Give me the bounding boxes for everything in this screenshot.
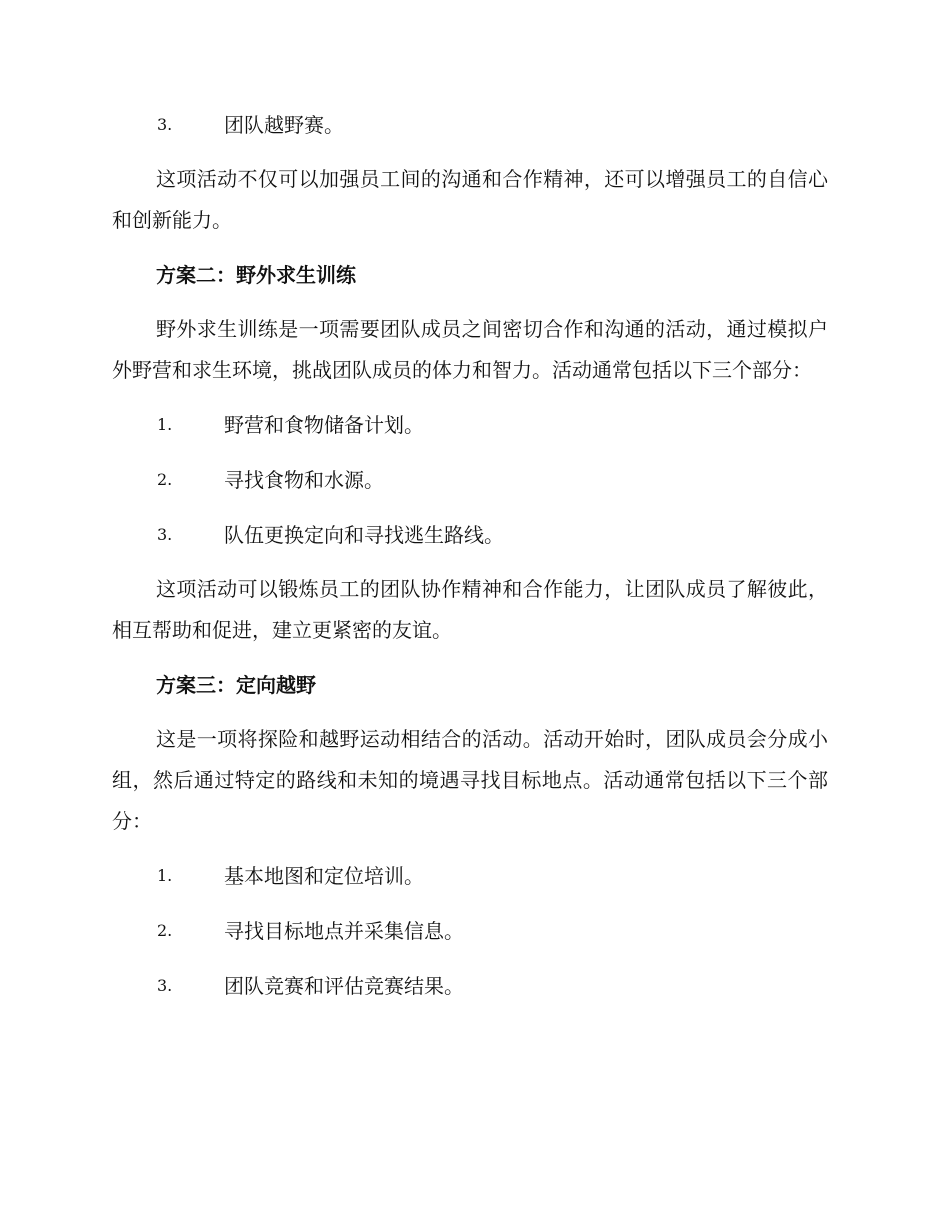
section-heading: 方案二：野外求生训练: [156, 263, 356, 287]
section-heading: 方案三：定向越野: [156, 673, 316, 697]
list-number: 2.: [157, 470, 173, 489]
list-number: 3.: [157, 976, 173, 995]
paragraph: 野外求生训练是一项需要团队成员之间密切合作和沟通的活动，通过模拟户外野营和求生环境，挑战团队成员的体力和智力。活动通常包括以下三个部分：: [112, 317, 828, 382]
list-text: 寻找目标地点并采集信息。: [224, 919, 464, 943]
list-item: [112, 514, 828, 556]
list-number: 3.: [157, 525, 173, 544]
list-item: [112, 855, 828, 897]
list-item: [112, 104, 828, 146]
paragraph: 这是一项将探险和越野运动相结合的活动。活动开始时，团队成员会分成小组，然后通过特定的路线和未知的境遇寻找目标地点。活动通常包括以下三个部分：: [112, 727, 828, 833]
list-item: [112, 404, 828, 446]
list-text: 队伍更换定向和寻找逃生路线。: [224, 523, 504, 547]
list-number: 3.: [157, 115, 173, 134]
document-body: [112, 104, 828, 1020]
list-text: 野营和食物储备计划。: [224, 413, 424, 437]
list-text: 寻找食物和水源。: [224, 468, 384, 492]
list-item: [112, 459, 828, 501]
list-number: 2.: [157, 921, 173, 940]
list-number: 1.: [157, 415, 173, 434]
list-text: 团队竞赛和评估竞赛结果。: [224, 974, 464, 998]
paragraph: 这项活动可以锻炼员工的团队协作精神和合作能力，让团队成员了解彼此，相互帮助和促进，建立更紧密的友谊。: [112, 577, 828, 642]
list-text: 团队越野赛。: [224, 113, 344, 137]
list-item: [112, 910, 828, 952]
paragraph: 这项活动不仅可以加强员工间的沟通和合作精神，还可以增强员工的自信心和创新能力。: [112, 167, 828, 232]
list-text: 基本地图和定位培训。: [224, 864, 424, 888]
list-number: 1.: [157, 866, 173, 885]
list-item: [112, 965, 828, 1007]
